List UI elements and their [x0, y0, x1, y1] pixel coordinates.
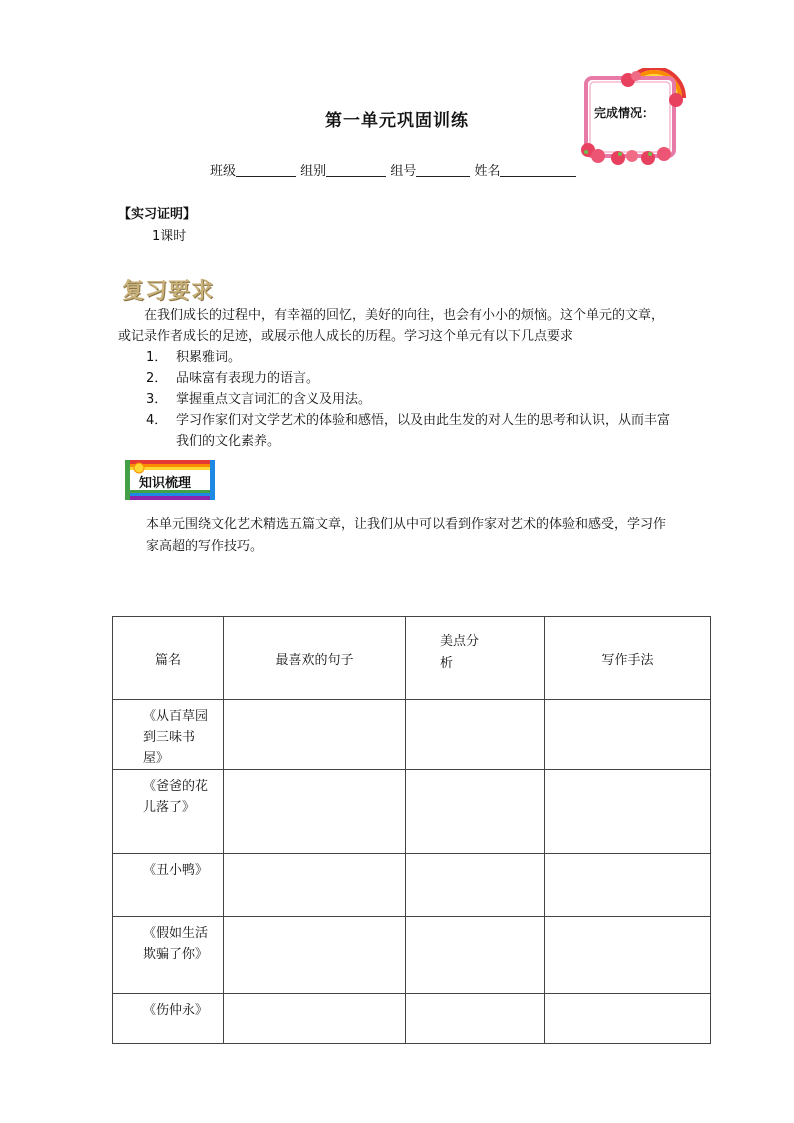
class-blank[interactable] — [236, 162, 296, 177]
sentence-cell[interactable] — [224, 917, 406, 994]
name-blank[interactable] — [500, 162, 576, 177]
table-row — [113, 854, 711, 917]
technique-cell[interactable] — [545, 854, 711, 917]
review-heading: 复习要求 — [122, 278, 215, 304]
number-blank[interactable] — [416, 162, 470, 177]
sentence-cell[interactable] — [224, 770, 406, 854]
list-item: 2． 品味富有表现力的语言。 — [146, 371, 320, 386]
sentence-cell[interactable] — [224, 700, 406, 770]
group-blank[interactable] — [326, 162, 386, 177]
reading-table — [112, 616, 711, 1044]
review-intro: 在我们成长的过程中，有幸福的回忆，美好的向往，也会有小小的烦恼。这个单元的文章，或记录作者成长的足迹，或展示他人成长的历程。学习这个单元有以下几点要求 — [118, 308, 665, 344]
badge-label: 完成情况： — [594, 106, 655, 120]
analysis-cell[interactable] — [406, 700, 545, 770]
name-label: 姓名 — [474, 164, 501, 179]
sentence-cell[interactable] — [224, 994, 406, 1044]
row-title: 《伤仲永》 — [113, 994, 224, 1044]
list-item: 3． 掌握重点文言词汇的含义及用法。 — [146, 392, 372, 407]
number-label: 组号 — [390, 164, 417, 179]
table-row — [113, 917, 711, 994]
review-list — [146, 347, 670, 452]
knowledge-heading-box — [125, 460, 215, 500]
technique-cell[interactable] — [545, 700, 711, 770]
sentence-cell[interactable] — [224, 854, 406, 917]
table-row — [113, 770, 711, 854]
class-label: 班级 — [210, 164, 237, 179]
page-title: 第一单元巩固训练 — [325, 111, 469, 131]
group-label: 组别 — [300, 164, 327, 179]
table-row — [113, 700, 711, 770]
study-note-value: 1课时 — [152, 229, 187, 244]
table-row — [113, 994, 711, 1044]
analysis-cell[interactable] — [406, 917, 545, 994]
completion-badge — [576, 68, 688, 168]
technique-cell[interactable] — [545, 917, 711, 994]
header-title: 篇名 — [113, 617, 224, 700]
table-header-row — [113, 617, 711, 700]
row-title: 《爸爸的花儿落了》 — [113, 770, 224, 854]
row-title: 《从百草园到三味书屋》 — [113, 700, 224, 770]
header-analysis: 美点分析 — [406, 617, 545, 700]
analysis-cell[interactable] — [406, 994, 545, 1044]
analysis-cell[interactable] — [406, 854, 545, 917]
row-title: 《丑小鸭》 — [113, 854, 224, 917]
knowledge-heading: 知识梳理 — [139, 476, 192, 491]
header-technique: 写作手法 — [545, 617, 711, 700]
analysis-cell[interactable] — [406, 770, 545, 854]
row-title: 《假如生活欺骗了你》 — [113, 917, 224, 994]
technique-cell[interactable] — [545, 770, 711, 854]
student-info-row — [210, 160, 576, 179]
list-item: 4． 学习作家们对文学艺术的体验和感悟，以及由此生发的对人生的思考和认识，从而丰富我们的文化素养。 — [146, 413, 671, 449]
list-item: 1． 积累雅词。 — [146, 350, 242, 365]
technique-cell[interactable] — [545, 994, 711, 1044]
study-note-heading: 【实习证明】 — [118, 207, 197, 222]
header-sentence: 最喜欢的句子 — [224, 617, 406, 700]
knowledge-text: 本单元围绕文化艺术精选五篇文章，让我们从中可以看到作家对艺术的体验和感受，学习作家高超的写作技巧。 — [146, 517, 667, 554]
